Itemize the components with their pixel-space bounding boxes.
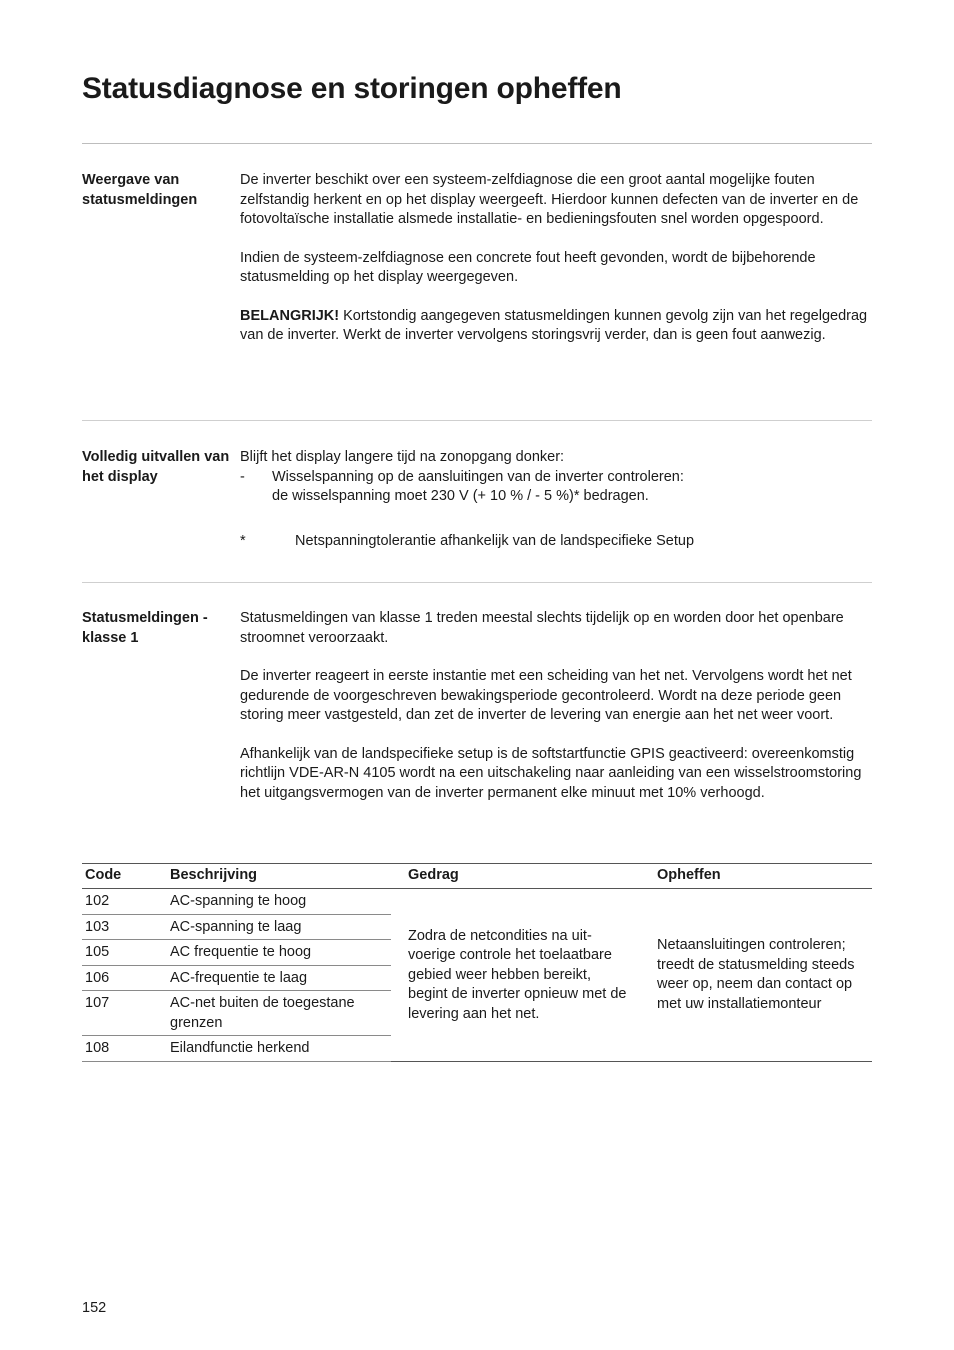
section-body [240, 448, 874, 551]
section-body [240, 171, 874, 346]
paragraph: De inverter reageert in eerste instantie met een scheiding van het net. Vervolgens wordt het net gedurende de voorgeschreven bewakingsperiode gecontroleerd. Wordt na deze periode geen storing meer vastgesteld, dan zet de inverter de levering van energie aan het net weer voort. [240, 668, 852, 723]
code-cell: 102 [82, 889, 167, 915]
section-label: Weergave van statusmeldingen [82, 172, 198, 208]
section-class-1 [82, 609, 872, 849]
column-header: Gedrag [391, 864, 640, 889]
remedy-cell: Netaansluitingen controleren; treedt de statusmelding steeds weer op, neem dan contact op met uw installatiemonteur [640, 889, 872, 1062]
page-number: 152 [82, 1300, 107, 1316]
status-table [82, 863, 872, 1062]
paragraph: Afhankelijk van de landspecifieke setup is de softstartfunctie GPIS geactiveerd: overeenkomstig richtlijn VDE-AR-N 4105 wordt na een uitschakeling naar aanleiding van een wisselstroomstoring het uitgangsvermogen van de inverter permanent elke minuut met 10% verhoogd. [240, 745, 862, 801]
code-cell: 108 [82, 1036, 167, 1062]
description-cell: AC frequentie te hoog [167, 940, 391, 966]
description-cell: AC-spanning te laag [167, 914, 391, 940]
dash-bullet: - [240, 468, 245, 485]
section-display-failure [82, 448, 872, 558]
footnote-text: Netspanningtolerantie afhankelijk van de landspecifieke Setup [295, 532, 695, 549]
intro-text: Blijft het display langere tijd na zonopgang donker: [240, 449, 565, 465]
list-item-line: Wisselspanning op de aansluitingen van de inverter controleren: [272, 468, 684, 485]
code-cell: 103 [82, 914, 167, 940]
footnote-mark: * [240, 532, 246, 549]
column-header: Beschrijving [167, 864, 391, 889]
divider [82, 143, 872, 144]
list-item [240, 468, 874, 507]
footnote [240, 532, 874, 552]
paragraph: Statusmeldingen van klasse 1 treden meestal slechts tijdelijk op en worden door het openbare stroomnet veroorzaakt. [240, 610, 844, 646]
column-header: Code [82, 864, 167, 889]
section-label: Volledig uitvallen van het display [82, 449, 230, 485]
code-cell: 106 [82, 965, 167, 991]
code-cell: 105 [82, 940, 167, 966]
divider [82, 582, 872, 583]
table-header-row [82, 864, 872, 889]
important-note [240, 307, 874, 346]
description-cell: AC-frequentie te laag [167, 965, 391, 991]
description-cell: AC-spanning te hoog [167, 889, 391, 915]
column-header: Opheffen [640, 864, 872, 889]
description-cell: Eilandfunctie herkend [167, 1036, 391, 1062]
important-label: BELANGRIJK! [240, 307, 340, 324]
important-text: Kortstondig aangegeven statusmeldingen kunnen gevolg zijn van het regelgedrag van de inverter. Werkt de inverter vervolgens storingsvrij verder, dan is geen fout aanwezig. [240, 307, 868, 343]
paragraph: Indien de systeem-zelfdiagnose een concrete fout heeft gevonden, wordt de bijbehorende statusmelding op het display weergegeven. [240, 249, 816, 285]
section-label: Statusmeldingen - klasse 1 [82, 610, 208, 646]
paragraph: De inverter beschikt over een systeem-zelfdiagnose die een groot aantal mogelijke fouten zelfstandig herkent en op het display weergeeft. Hierdoor kunnen defecten van de inverter en de fotovoltaïsche installatie alsmede installatie- en bedieningsfouten snel worden opgespoord. [240, 172, 859, 227]
description-cell: AC-net buiten de toegestane grenzen [167, 991, 391, 1036]
divider [82, 420, 872, 421]
behavior-cell: Zodra de netcondities na uitvoerige controle het toelaatbare gebied weer hebben bereikt, begint de inverter opnieuw met de levering aan het net. [391, 889, 640, 1062]
table-row [82, 889, 872, 915]
section-body [240, 609, 874, 803]
list-item-line: de wisselspanning moet 230 V (+ 10 % / - 5 %)* bedragen. [272, 488, 649, 504]
page-title: Statusdiagnose en storingen opheffen [82, 72, 622, 105]
code-cell: 107 [82, 991, 167, 1036]
section-status-display [82, 171, 872, 401]
